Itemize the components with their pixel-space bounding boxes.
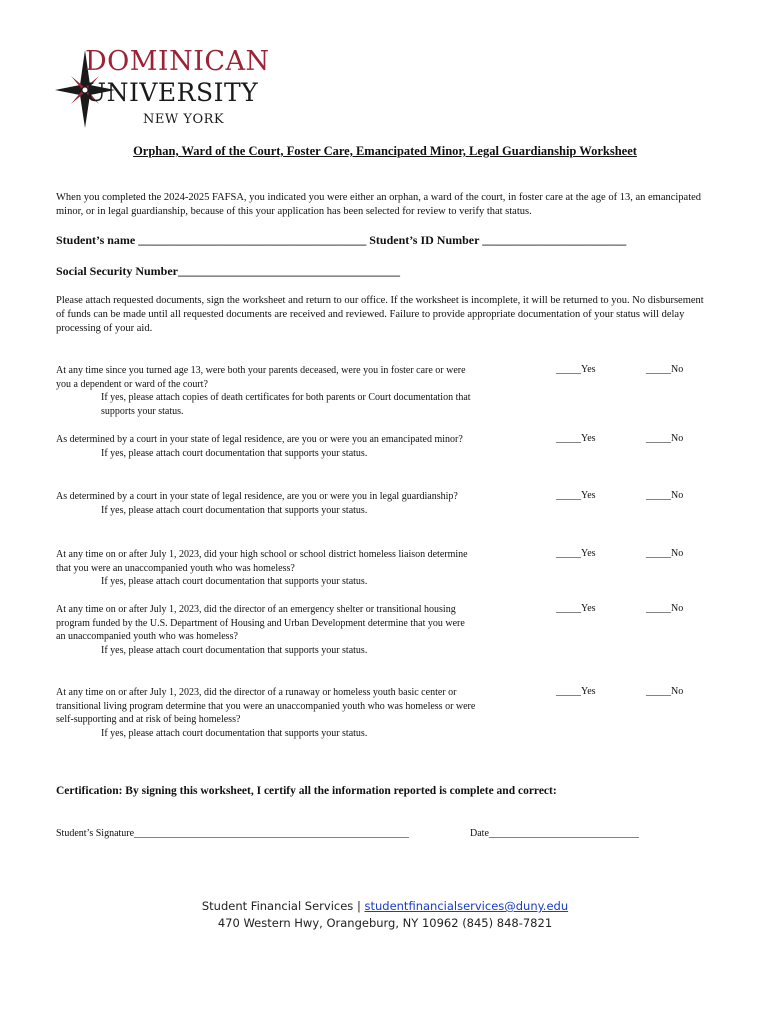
signature-field[interactable]: Student’s Signature_______________________________________________________ — [56, 828, 410, 839]
question-6-no[interactable]: _____No — [646, 686, 684, 697]
question-text: As determined by a court in your state of legal residence, are you or were you an emancipated minor? — [56, 434, 463, 445]
footer-email-link[interactable]: studentfinancialservices@duny.edu — [364, 899, 569, 913]
footer-office: Student Financial Services | — [201, 899, 365, 913]
question-2-yes[interactable]: _____Yes — [556, 433, 596, 444]
question-note: If yes, please attach court documentation that supports your status. — [101, 447, 368, 459]
footer-address: 470 Western Hwy, Orangeburg, NY 10962 (845) 848-7821 — [217, 916, 553, 930]
question-text: At any time on or after July 1, 2023, did the director of a runaway or homeless youth basic center or transitional living program determine that you were an unaccompanied youth who was homeless or were self-supporting and at risk of being homeless? — [56, 687, 476, 725]
question-note: If yes, please attach court documentation that supports your status. — [101, 644, 368, 656]
logo-new-york: NEW YORK — [143, 112, 225, 127]
question-4-yes[interactable]: _____Yes — [556, 548, 596, 559]
question-note: If yes, please attach court documentation that supports your status. — [101, 504, 368, 516]
question-text: As determined by a court in your state of legal residence, are you or were you in legal guardianship? — [56, 491, 458, 502]
ssn-line: Social Security Number_____________________________________ — [56, 264, 400, 278]
question-note: If yes, please attach court documentation that supports your status. — [101, 576, 368, 587]
question-text: At any time on or after July 1, 2023, did your high school or school district homeless liaison determine that you were an unaccompanied youth who was homeless? — [56, 549, 468, 574]
logo-dominican: DOMINICAN — [85, 46, 270, 77]
footer-contact — [0, 899, 770, 913]
question-note: If yes, please attach copies of death certificates for both parents or Court documentation that supports your status. — [101, 392, 471, 417]
intro-paragraph: When you completed the 2024-2025 FAFSA, you indicated you were either an orphan, a ward of the court, in foster care at the age of 13, an emancipated minor, or in legal guardianship, because of this your application has been selected for review to verify that status. — [56, 192, 702, 217]
question-5 — [56, 603, 476, 657]
university-logo — [55, 40, 270, 130]
instructions-paragraph: Please attach requested documents, sign the worksheet and return to our office. If the worksheet is incomplete, it will be returned to you. No disbursement of funds can be made until all requested documents are received and reviewed. Failure to provide appropriate documentation of your status will delay processing of your aid. — [56, 295, 704, 334]
question-4-no[interactable]: _____No — [646, 548, 684, 559]
question-5-no[interactable]: _____No — [646, 603, 684, 614]
question-text: At any time since you turned age 13, were both your parents deceased, were you in foster care or were you a dependent or ward of the court? — [56, 365, 466, 390]
question-text: At any time on or after July 1, 2023, did the director of an emergency shelter or transitional housing program funded by the U.S. Department of Housing and Urban Development determine that you were an unaccompanied youth who was homeless? — [56, 604, 465, 642]
question-1 — [56, 364, 476, 418]
student-name-id-line: Student’s name ______________________________________ Student’s ID Number ________________________ — [56, 233, 627, 247]
date-field[interactable]: Date______________________________ — [470, 828, 639, 839]
question-4 — [56, 548, 476, 589]
question-3-no[interactable]: _____No — [646, 490, 684, 501]
question-1-no[interactable]: _____No — [646, 364, 684, 375]
worksheet-title: Orphan, Ward of the Court, Foster Care, Emancipated Minor, Legal Guardianship Worksheet — [133, 144, 637, 158]
question-6 — [56, 686, 476, 740]
question-1-yes[interactable]: _____Yes — [556, 364, 596, 375]
question-2-no[interactable]: _____No — [646, 433, 684, 444]
question-5-yes[interactable]: _____Yes — [556, 603, 596, 614]
question-6-yes[interactable]: _____Yes — [556, 686, 596, 697]
certification-statement: Certification: By signing this worksheet, I certify all the information reported is complete and correct: — [56, 785, 557, 797]
question-3-yes[interactable]: _____Yes — [556, 490, 596, 501]
question-note: If yes, please attach court documentation that supports your status. — [101, 727, 368, 739]
question-2 — [56, 433, 476, 460]
logo-university: UNIVERSITY — [85, 78, 259, 107]
question-3 — [56, 490, 476, 517]
